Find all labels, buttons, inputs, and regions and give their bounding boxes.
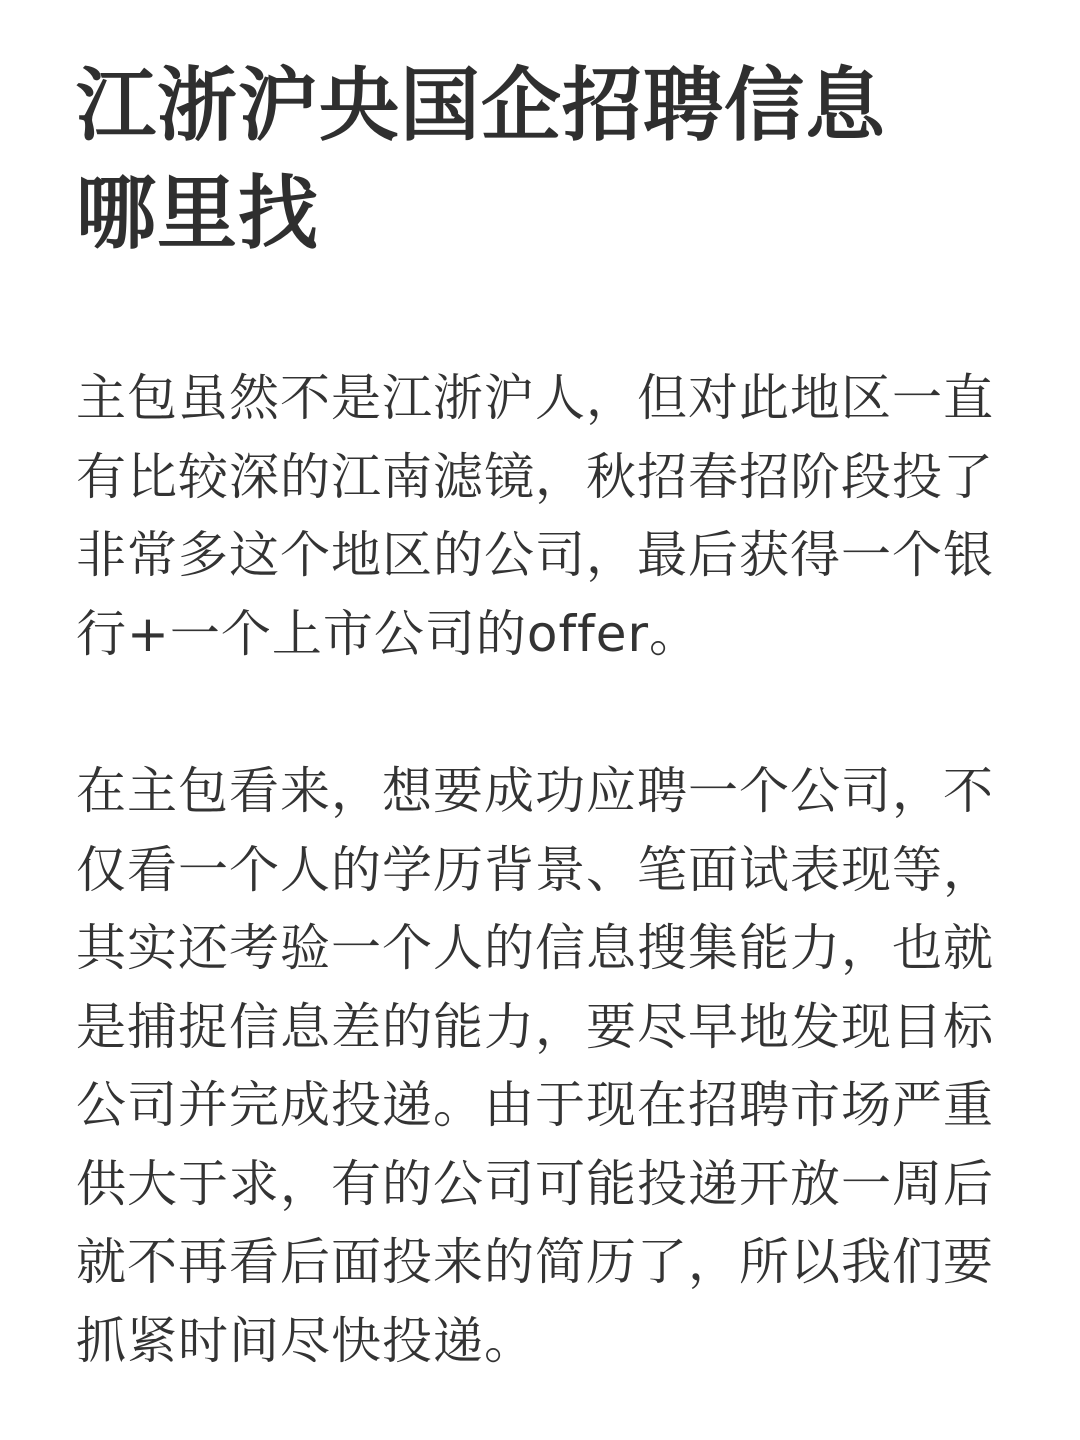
intro-paragraph <box>76 359 1020 673</box>
paragraph-line: 行+一个上市公司的offer。 <box>76 604 701 663</box>
article-title <box>76 52 1020 268</box>
paragraph-line: 供大于求，有的公司可能投递开放一周后 <box>76 1154 994 1213</box>
paragraph-line: 非常多这个地区的公司，最后获得一个银 <box>76 526 994 584</box>
paragraph-line: 其实还考验一个人的信息搜集能力，也就 <box>76 919 994 977</box>
paragraph-line: 仅看一个人的学历背景、笔面试表现等， <box>76 840 994 899</box>
paragraph-line: 公司并完成投递。由于现在招聘市场严重 <box>76 1076 994 1134</box>
title-line: 哪里找 <box>76 167 319 260</box>
paragraph-line: 抓紧时间尽快投递。 <box>76 1311 535 1370</box>
advice-paragraph <box>76 752 1020 1380</box>
paragraph-line: 有比较深的江南滤镜，秋招春招阶段投了 <box>76 447 994 506</box>
title-line: 江浙沪央国企招聘信息 <box>76 59 886 152</box>
paragraph-line: 主包虽然不是江浙沪人，但对此地区一直 <box>76 369 994 427</box>
paragraph-line: 在主包看来，想要成功应聘一个公司，不 <box>76 762 994 820</box>
paragraph-line: 就不再看后面投来的简历了，所以我们要 <box>76 1233 994 1291</box>
paragraph-line: 是捕捉信息差的能力，要尽早地发现目标 <box>76 997 994 1056</box>
